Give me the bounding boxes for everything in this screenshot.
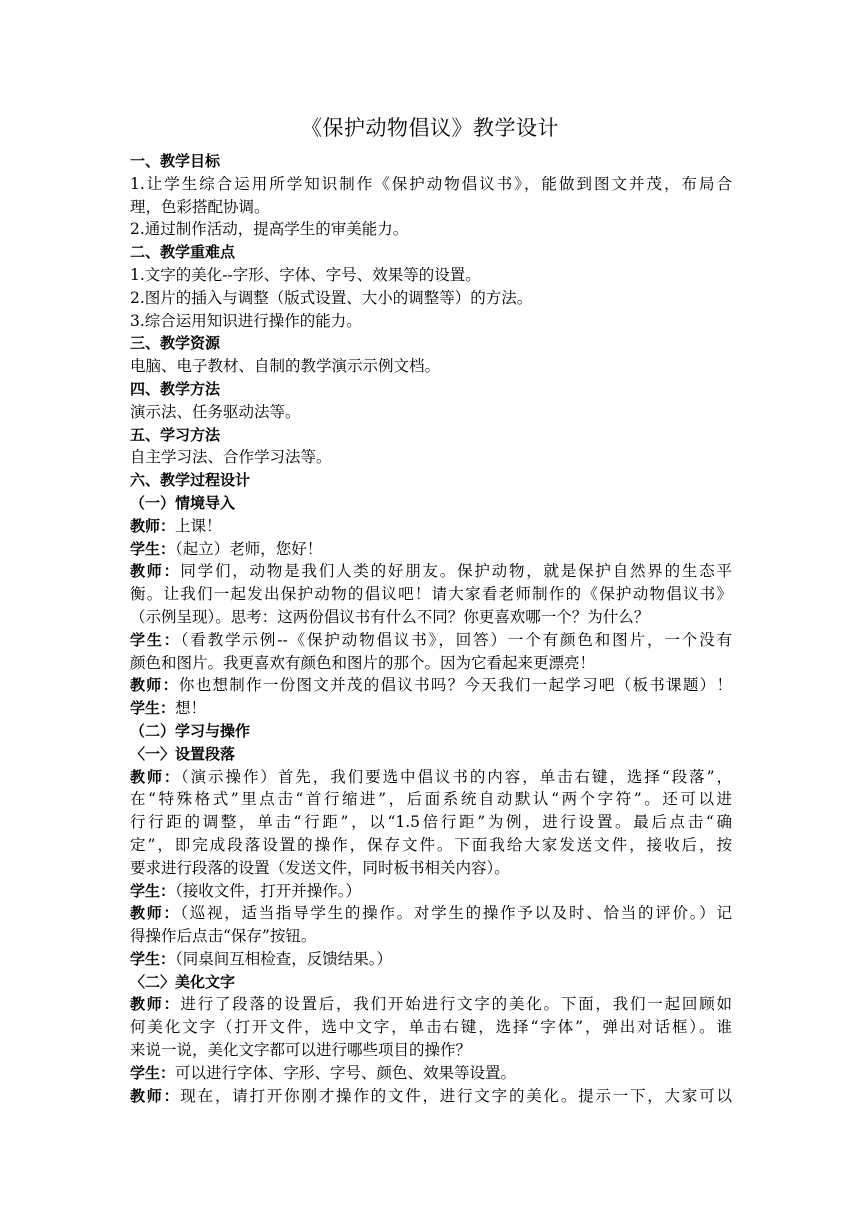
section-heading: （二）学习与操作 — [130, 721, 251, 740]
speaker-label: 教师： — [130, 676, 179, 695]
speaker-label: 学生： — [130, 949, 176, 968]
paragraph-line: 衡。让我们一起发出保护动物的倡议吧！请大家看老师制作的《保护动物倡议书》 — [130, 585, 732, 604]
paragraph-line: 3.综合运用知识进行操作的能力。 — [130, 311, 362, 330]
paragraph-line: 1.让学生综合运用所学知识制作《保护动物倡议书》，能做到图文并茂，布局合 — [130, 174, 732, 193]
paragraph-line: 演示法、任务驱动法等。 — [130, 402, 301, 421]
dialogue-text: 上课！ — [175, 516, 222, 535]
dialogue-line — [130, 560, 732, 583]
speaker-label: 学生： — [130, 1063, 176, 1082]
dialogue-text: （同桌间互相检查，反馈结果。） — [175, 949, 393, 968]
section-heading: 二、教学重难点 — [130, 243, 236, 262]
document-body — [130, 150, 732, 1107]
dialogue-line — [130, 993, 732, 1016]
paragraph-line: 何美化文字（打开文件，选中文字，单击右键，选择“字体”，弹出对话框）。谁 — [130, 1018, 732, 1037]
paragraph-line: 电脑、电子教材、自制的教学演示示例文档。 — [130, 357, 441, 376]
speaker-label: 学生： — [130, 699, 176, 718]
section-heading: 〈二〉美化文字 — [130, 972, 236, 991]
dialogue-text: （巡视，适当指导学生的操作。对学生的操作予以及时、恰当的评价。）记 — [180, 904, 732, 923]
dialogue-text: （接收文件，打开并操作。） — [175, 881, 362, 900]
speaker-label: 教师： — [130, 1086, 181, 1105]
paragraph-line: 来说一说，美化文字都可以进行哪些项目的操作？ — [130, 1041, 472, 1060]
dialogue-line — [130, 880, 732, 903]
dialogue-line — [130, 674, 732, 697]
dialogue-line — [130, 902, 732, 925]
paragraph-line: 1.文字的美化--字形、字体、字号、效果等的设置。 — [130, 265, 481, 284]
speaker-label: 教师： — [130, 562, 181, 581]
dialogue-line — [130, 1062, 732, 1085]
dialogue-line — [130, 766, 732, 789]
dialogue-line — [130, 948, 732, 971]
speaker-label: 学生： — [130, 630, 181, 649]
section-heading: 〈一〉设置段落 — [130, 744, 236, 763]
dialogue-text: 想！ — [175, 699, 207, 718]
speaker-label: 教师： — [130, 904, 181, 923]
dialogue-text: 同学们，动物是我们人类的好朋友。保护动物，就是保护自然界的生态平 — [180, 562, 732, 581]
paragraph-line: 要求进行段落的设置（发送文件，同时板书相关内容）。 — [130, 858, 510, 877]
paragraph-line: 2.图片的插入与调整（版式设置、大小的调整等）的方法。 — [130, 288, 533, 307]
paragraph-line: 颜色和图片。我更喜欢有颜色和图片的那个。因为它看起来更漂亮！ — [130, 653, 596, 672]
speaker-label: 教师： — [130, 995, 181, 1014]
dialogue-text: 现在，请打开你刚才操作的文件，进行文字的美化。提示一下，大家可以 — [180, 1086, 732, 1105]
section-heading: 五、学习方法 — [130, 425, 221, 444]
paragraph-line: 2.通过制作活动，提高学生的审美能力。 — [130, 220, 409, 239]
dialogue-text: 你也想制作一份图文并茂的倡议书吗？今天我们一起学习吧（板书课题）！ — [178, 676, 732, 695]
document-title: 《保护动物倡议》教学设计 — [301, 116, 559, 140]
speaker-label: 学生： — [130, 539, 176, 558]
speaker-label: 教师： — [130, 767, 181, 786]
dialogue-text: （演示操作）首先，我们要选中倡议书的内容，单击右键，选择“段落”， — [180, 767, 732, 786]
dialogue-line — [130, 1085, 732, 1108]
paragraph-line: 行行距的调整，单击“行距”，以“1.5倍行距”为例，进行设置。最后点击“确 — [130, 813, 732, 832]
speaker-label: 学生： — [130, 881, 176, 900]
paragraph-line: 自主学习法、合作学习法等。 — [130, 448, 332, 467]
section-heading: 一、教学目标 — [130, 152, 221, 170]
dialogue-line — [130, 515, 732, 538]
dialogue-text: 进行了段落的设置后，我们开始进行文字的美化。下面，我们一起回顾如 — [180, 995, 732, 1014]
dialogue-text: （看教学示例--《保护动物倡议书》，回答）一个有颜色和图片，一个没有 — [180, 630, 732, 649]
dialogue-line — [130, 697, 732, 720]
section-heading: （一）情境导入 — [130, 493, 236, 512]
dialogue-text: （起立）老师，您好！ — [175, 539, 323, 558]
section-heading: 六、教学过程设计 — [130, 471, 251, 490]
paragraph-line: （示例呈现）。思考：这两份倡议书有什么不同？你更喜欢哪一个？为什么？ — [130, 607, 650, 626]
section-heading: 三、教学资源 — [130, 334, 221, 353]
dialogue-line — [130, 538, 732, 561]
dialogue-line — [130, 629, 732, 652]
paragraph-line: 得操作后点击“保存”按钮。 — [130, 927, 317, 946]
paragraph-line: 在“特殊格式”里点击“首行缩进”，后面系统自动默认“两个字符”。还可以进 — [130, 790, 732, 809]
paragraph-line: 理，色彩搭配协调。 — [130, 197, 270, 216]
speaker-label: 教师： — [130, 516, 176, 535]
dialogue-text: 可以进行字体、字形、字号、颜色、效果等设置。 — [175, 1063, 517, 1082]
section-heading: 四、教学方法 — [130, 379, 221, 398]
paragraph-line: 定”，即完成段落设置的操作，保存文件。下面我给大家发送文件，接收后，按 — [130, 835, 732, 854]
